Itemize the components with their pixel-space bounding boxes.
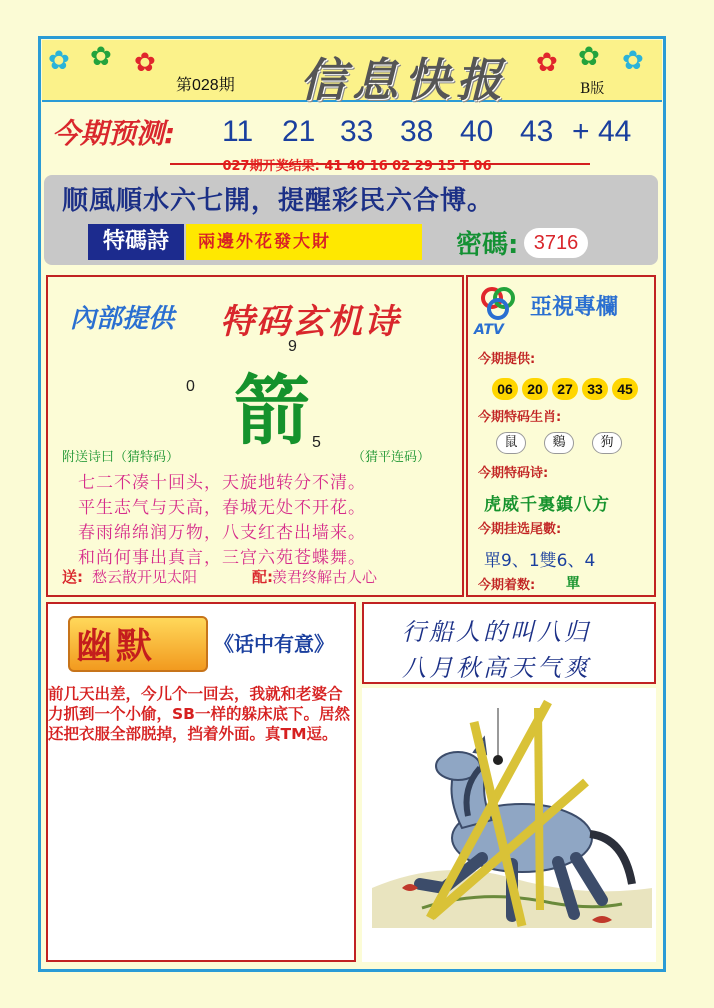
special-poem-text: 兩邊外花發大財 xyxy=(186,224,422,260)
hint-number: 5 xyxy=(312,434,321,451)
zodiac-poem-label: 今期特码诗: xyxy=(478,466,549,481)
prediction-number: 40 xyxy=(460,115,494,148)
code-label: 密碼: xyxy=(456,230,519,260)
internal-label: 內部提供 xyxy=(70,304,175,334)
code-value: 3716 xyxy=(524,228,588,258)
number-ball: 27 xyxy=(552,378,578,400)
slogan: 顺風順水六七開，提醒彩民六合博。 xyxy=(62,186,495,216)
pair-label: 配: xyxy=(252,568,273,586)
horse-illustration xyxy=(362,688,656,962)
zodiac-badge: 狗 xyxy=(592,432,622,454)
riddle-line: 行船人的叫八归 xyxy=(402,618,591,646)
joke-text: 前几天出差，今儿个一回去，我就和老婆合力抓到一个小偷，SB一样的躲床底下。居然还把衣服全部脱掉，挡着外面。真TM逗。 xyxy=(48,685,350,743)
prediction-number: 33 xyxy=(340,115,374,148)
humor-subtitle: 《话中有意》 xyxy=(214,632,334,656)
caption-left: 附送诗曰（猜特码） xyxy=(62,450,180,465)
special-poem-label: 特碼詩 xyxy=(88,224,184,260)
plus-sign: + xyxy=(572,115,590,148)
send-text: 愁云散开见太阳 xyxy=(92,568,198,586)
mystic-title: 特码玄机诗 xyxy=(220,302,400,342)
riddle-line: 八月秋高天气爽 xyxy=(402,654,591,682)
flower-icon: ✿ xyxy=(622,46,644,76)
zodiac-label: 今期特码生肖: xyxy=(478,410,562,425)
number-ball: 20 xyxy=(522,378,548,400)
tail-numbers: 單9、1雙6、4 xyxy=(484,551,596,571)
hint-number: 9 xyxy=(288,338,297,355)
special-number: 44 xyxy=(598,115,632,148)
flower-icon: ✿ xyxy=(48,46,70,76)
tail-label: 今期挂选尾數: xyxy=(478,522,562,537)
flower-icon: ✿ xyxy=(578,42,600,72)
provide-label: 今期提供: xyxy=(478,352,536,367)
send-label: 送: xyxy=(62,568,83,586)
number-ball: 33 xyxy=(582,378,608,400)
zodiac-badge: 鼠 xyxy=(496,432,526,454)
focus-value: 單 xyxy=(566,576,580,592)
poem-line: 春雨绵绵润万物，八支红杏出墙来。 xyxy=(78,523,366,543)
prediction-number: 38 xyxy=(400,115,434,148)
prediction-number: 21 xyxy=(282,115,316,148)
column-title: 亞視專欄 xyxy=(530,294,619,320)
prediction-number: 11 xyxy=(222,115,254,148)
zodiac-poem: 虎威千裏鎮八方 xyxy=(484,495,610,515)
flower-icon: ✿ xyxy=(536,48,558,78)
riddle-character: 箭 xyxy=(234,366,310,455)
edition-label: B版 xyxy=(580,81,605,97)
draw-result: 027期开奖结果: 41 40 16 02 29 15 T 06 xyxy=(222,159,492,174)
poem-line: 和尚何事出真言，三宫六苑苍蝶舞。 xyxy=(78,548,366,568)
atv-logo-icon xyxy=(478,284,518,324)
atv-text: ATV xyxy=(474,322,504,338)
focus-label: 今期着数: xyxy=(478,578,536,593)
prediction-number: 43 xyxy=(520,115,554,148)
number-ball: 06 xyxy=(492,378,518,400)
issue-number: 第028期 xyxy=(176,77,235,94)
prediction-label: 今期预测: xyxy=(52,117,176,150)
flower-icon: ✿ xyxy=(90,42,112,72)
poem-line: 七二不凑十回头，天旋地转分不清。 xyxy=(78,473,366,493)
poem-line: 平生志气与天高，春城无处不开花。 xyxy=(78,498,366,518)
humor-title: 幽默 xyxy=(76,625,157,667)
number-ball: 45 xyxy=(612,378,638,400)
hint-number: 0 xyxy=(186,378,195,395)
page-title: 信息快报 xyxy=(300,53,508,107)
flower-icon: ✿ xyxy=(134,48,156,78)
pair-text: 羡君终解古人心 xyxy=(272,568,378,586)
caption-right: （猜平连码） xyxy=(352,450,431,465)
zodiac-badge: 鷄 xyxy=(544,432,574,454)
